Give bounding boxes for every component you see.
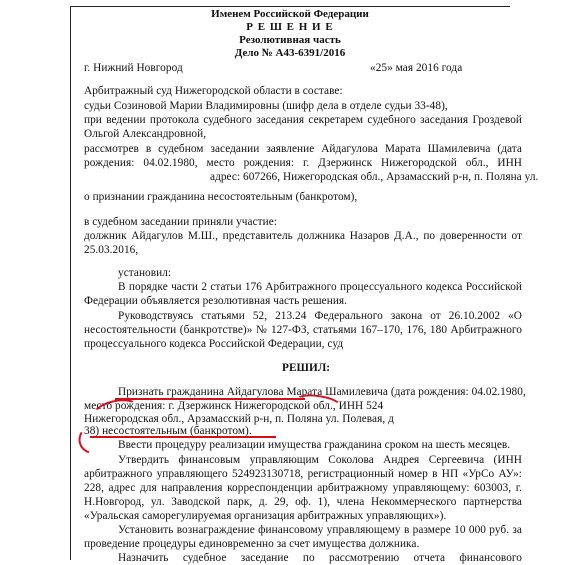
text-line: в судебном заседании приняли участие:	[84, 216, 277, 228]
text-line: «Уральская саморегулируемая организация арбитражных управляющих»).	[84, 510, 447, 522]
text-line: несостоятельности (банкротстве)» № 127-ФЗ, статьями 167–170, 176, 180 Арбитражного	[84, 324, 522, 336]
place: г. Нижний Новгород	[84, 62, 183, 74]
text-line: Ввести процедуру реализации имущества гражданина сроком на шесть месяцев.	[118, 439, 511, 451]
text-line: Признать гражданина Айдагулова Марата Шамилевича (дата рождения: 04.02.1980,	[118, 386, 526, 398]
left-border	[70, 6, 71, 560]
text-line: при ведении протокола судебного заседания секретарем судебного заседания Гроздевой	[84, 114, 522, 126]
text-line: судьи Созиновой Марии Владимировны (шифр дела в отделе судьи 33-48),	[84, 100, 448, 112]
text-line: Федерации объявляется резолютивная часть решения.	[84, 295, 348, 307]
text-line: Нижегородская обл., Арзамасский р-н, п. Поляна ул. Полевая, д	[84, 413, 394, 425]
text-line: Утвердить финансовым управляющим Соколова Андрея Сергеевича (ИНН	[118, 454, 522, 466]
text-line: Н.Новгород, ул. Заводской парк, д. 29, оф. 1), члена Некоммерческого партнерства	[84, 496, 522, 508]
document-title: Р Е Ш Е Н И Е	[246, 21, 334, 33]
case-number: Дело № А43-6391/2016	[234, 47, 346, 59]
text-line: рождения: 04.02.1980, место рождения: г. Дзержинск Нижегородской обл., ИНН	[84, 157, 522, 169]
top-border	[70, 6, 510, 7]
text-line: 38) несостоятельным (банкротом).	[84, 425, 252, 437]
text-line: установил:	[118, 267, 172, 279]
text-line: о признании гражданина несостоятельным (банкротом),	[84, 191, 358, 203]
red-underline	[115, 398, 305, 400]
text-line: место рождения: г. Дзержинск Нижегородской обл., ИНН 524	[84, 400, 384, 412]
header-line-3: Резолютивная часть	[239, 34, 341, 46]
text-line: Ольгой Александровной,	[84, 128, 207, 140]
text-line: проведение процедуры единовременно за счет имущества должника.	[84, 538, 420, 550]
date: «25» мая 2016 года	[370, 62, 463, 74]
text-line: процессуального кодекса Российской Федерации, суд	[84, 338, 344, 350]
text-line: Арбитражный суд Нижегородской области в составе:	[84, 85, 343, 97]
text-line: 228, адрес для направления корреспонденции арбитражному управляющему: 603003, г.	[84, 482, 522, 494]
text-line: Установить вознаграждение финансовому управляющему в размере 10 000 руб. за	[118, 524, 522, 536]
text-line: В порядке части 2 статьи 176 Арбитражного процессуального кодекса Российской	[118, 281, 522, 293]
text-line: рассмотрев в судебном заседании заявление Айдагулова Марата Шамилевича (дата	[84, 143, 522, 155]
header-line-1: Именем Российской Федерации	[211, 8, 369, 20]
decision-heading: РЕШИЛ:	[282, 362, 331, 374]
text-line: адрес: 607266, Нижегородская обл., Арзамасский р-н, п. Поляна ул.	[210, 171, 539, 183]
text-line: арбитражного управляющего 524923130718, регистрационный номер в НП «УрСо АУ»:	[84, 468, 522, 480]
text-line: Назначить судебное заседание по рассмотрению отчета финансового	[118, 552, 522, 564]
text-line: Руководствуясь статьями 52, 213.24 Федерального закона от 26.10.2002 «О	[118, 310, 522, 322]
text-line: должник Айдагулов М.Ш., представитель должника Назаров Д.А., по доверенности от	[84, 230, 522, 242]
text-line: 25.03.2016,	[84, 244, 139, 256]
